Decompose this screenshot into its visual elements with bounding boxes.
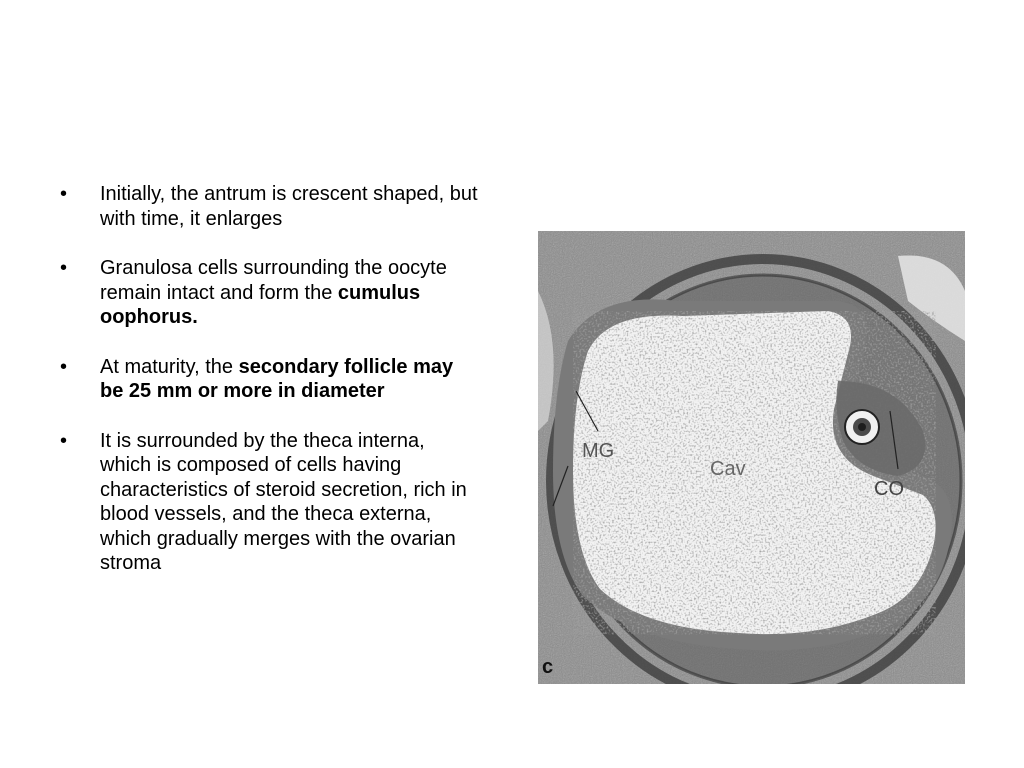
bullet-item-theca [60, 429, 480, 576]
micrograph-image [538, 231, 965, 684]
bullet-text: It is surrounded by the theca interna, which is composed of cells having characteristics of steroid secretion, rich in blood vessels, and the theca externa, which gradually merges with the ovarian stroma [100, 429, 467, 574]
oocyte-nucleolus [858, 423, 866, 431]
bullet-item-granulosa [60, 256, 480, 330]
bullet-marker: • [60, 355, 68, 378]
label-co: CO [874, 478, 904, 500]
bullet-marker: • [60, 429, 68, 452]
label-mg: MG [582, 440, 615, 462]
follicle-micrograph [538, 231, 965, 684]
bullet-text: Initially, the antrum is crescent shaped, but with time, it enlarges [100, 183, 478, 230]
bullet-marker: • [60, 257, 68, 279]
bullet-bold-text: secondary follicle may be 25 mm or more in diameter [100, 355, 454, 402]
label-panel: c [542, 656, 554, 678]
bullet-bold-text: cumulus oophorus. [100, 281, 421, 328]
bullet-text: Granulosa cells surrounding the oocyte remain intact and form the [100, 257, 447, 304]
bullet-item-antrum [60, 182, 480, 231]
label-cav: Cav [710, 458, 746, 480]
bullet-text: At maturity, the [100, 355, 239, 378]
bullet-marker: • [60, 183, 68, 205]
bullet-list [60, 182, 480, 601]
bullet-item-maturity [60, 355, 480, 404]
